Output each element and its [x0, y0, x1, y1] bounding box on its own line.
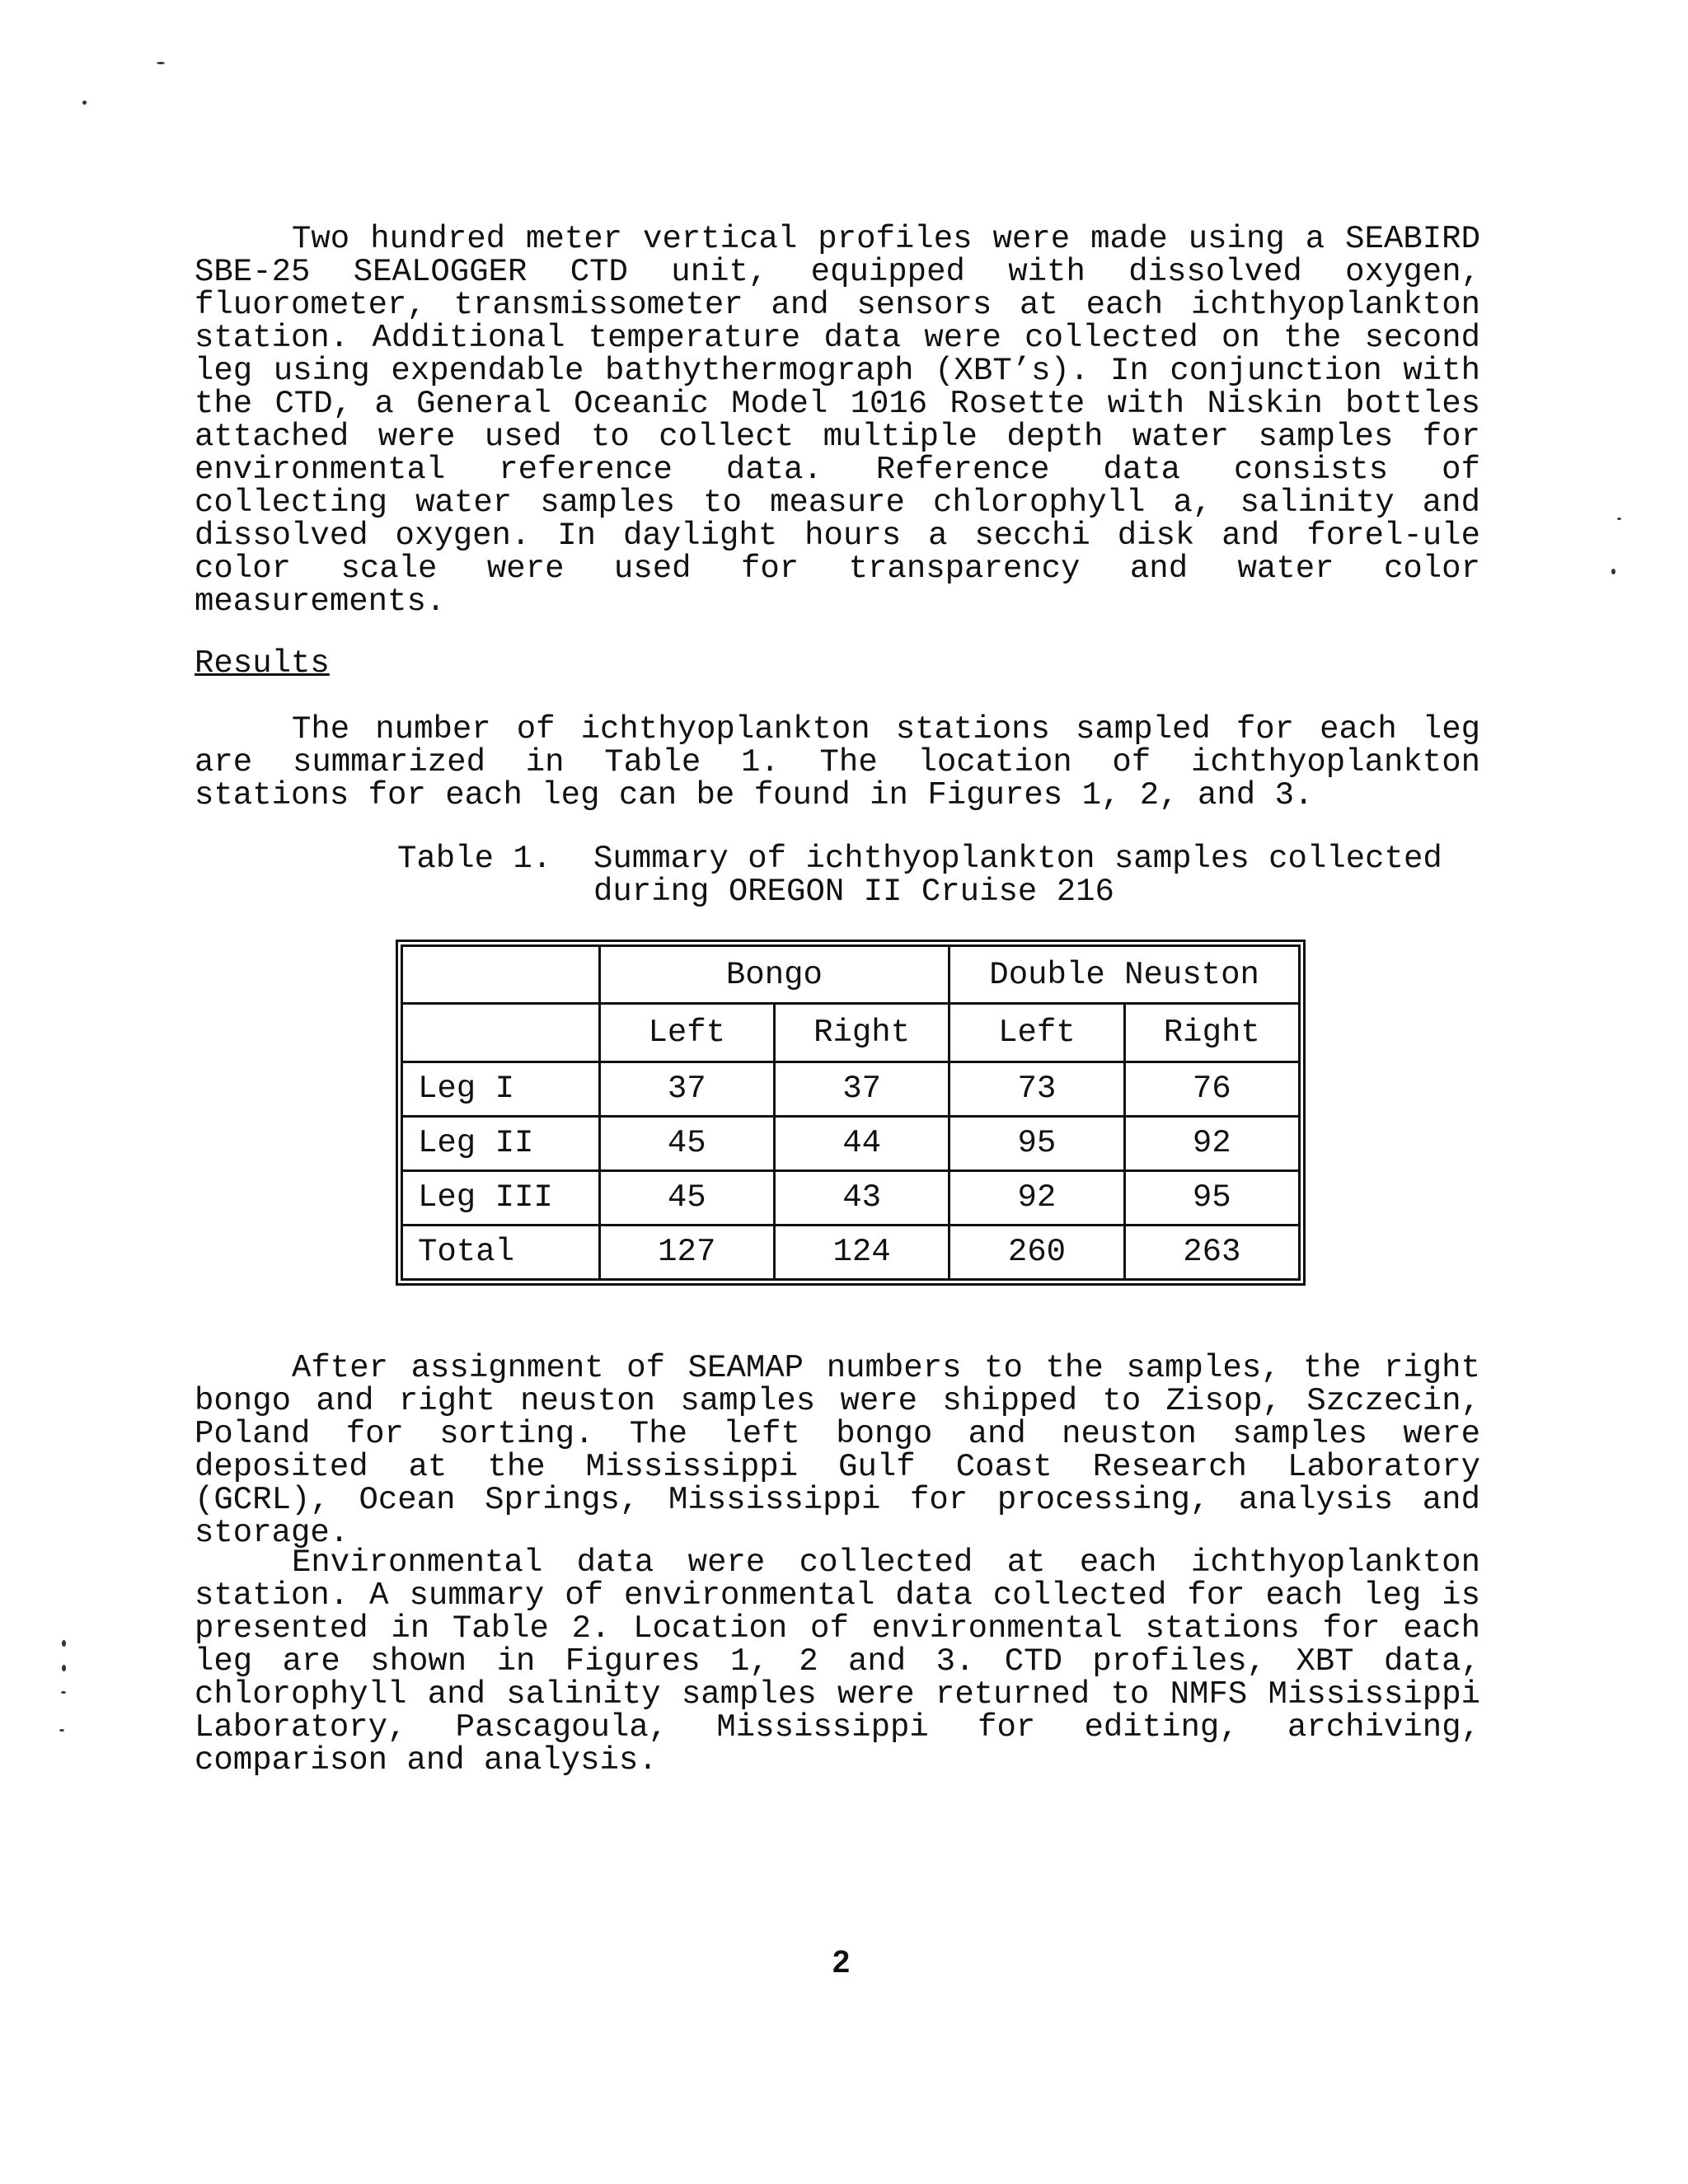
table-corner-cell — [402, 1004, 600, 1062]
table-cell: 124 — [774, 1225, 949, 1279]
ichthyoplankton-table — [401, 944, 1301, 1281]
table-cell: 45 — [599, 1170, 774, 1225]
row-label: Total — [402, 1225, 600, 1279]
scan-speck — [82, 101, 87, 105]
row-label: Leg III — [402, 1170, 600, 1225]
scan-speck — [1611, 569, 1615, 574]
group-header-double-neuston: Double Neuston — [950, 946, 1300, 1004]
table-cell: 44 — [774, 1116, 949, 1170]
table-caption-text: Summary of ichthyoplankton samples collected during OREGON II Cruise 216 — [593, 841, 1442, 910]
subheader-bongo-left: Left — [599, 1004, 774, 1062]
table-cell: 37 — [774, 1062, 949, 1116]
table-cell: 43 — [774, 1170, 949, 1225]
paragraph-environmental-data-text: Environmental data were collected at each ichthyoplankton station. A summary of environmental data collected for each leg is presented in Table 2. Location of environmental stations for each leg are shown in Figures 1, 2 and 3. CTD profiles, XBT data, chlorophyll and salinity samples were returned to NMFS Mississippi Laboratory, Pascagoula, Mississippi for editing, archiving, comparison and analysis. — [195, 1544, 1480, 1779]
table-row-total — [402, 1225, 1300, 1279]
row-label: Leg I — [402, 1062, 600, 1116]
scan-speck — [59, 1729, 64, 1732]
table-cell: 37 — [599, 1062, 774, 1116]
table-corner-cell — [402, 946, 600, 1004]
paragraph-ctd-profiles — [195, 223, 1480, 618]
paragraph-station-summary-text: The number of ichthyoplankton stations sampled for each leg are summarized in Table 1. The location of ichthyoplankton stations for each leg can be found in Figures 1, 2, and 3. — [195, 711, 1480, 813]
table-row — [402, 1170, 1300, 1225]
table-frame — [396, 940, 1306, 1286]
group-header-bongo: Bongo — [599, 946, 950, 1004]
paragraph-station-summary — [195, 713, 1480, 812]
table-subheader-row — [402, 1004, 1300, 1062]
paragraph-environmental-data — [195, 1546, 1480, 1777]
table-cell: 92 — [1124, 1116, 1299, 1170]
table-cell: 73 — [950, 1062, 1124, 1116]
table-cell: 127 — [599, 1225, 774, 1279]
table-cell: 263 — [1124, 1225, 1299, 1279]
scan-speck — [157, 62, 165, 64]
subheader-bongo-right: Right — [774, 1004, 949, 1062]
scan-speck — [62, 1640, 66, 1647]
table-cell: 45 — [599, 1116, 774, 1170]
page-number: 2 — [832, 1945, 851, 1980]
table-group-header-row — [402, 946, 1300, 1004]
scan-speck — [1617, 518, 1621, 520]
table-cell: 95 — [1124, 1170, 1299, 1225]
row-label: Leg II — [402, 1116, 600, 1170]
scan-speck — [61, 1691, 66, 1694]
paragraph-sample-shipping — [195, 1352, 1480, 1549]
table-cell: 92 — [950, 1170, 1124, 1225]
paragraph-ctd-profiles-text: Two hundred meter vertical profiles were made using a SEABIRD SBE-25 SEALOGGER CTD unit, equipped with dissolved oxygen, fluorometer, transmissometer and sensors at each ichthyoplankton station. Additional temperature data were collected on the second leg using expendable bathythermograph (XBT’s). In conjunction with the CTD, a General Oceanic Model 1016 Rosette with Niskin bottles attached were used to collect multiple depth water samples for environmental reference data. Reference data consists of collecting water samples to measure chlorophyll a, salinity and dissolved oxygen. In daylight hours a secchi disk and forel-ule color scale were used for transparency and water color measurements. — [195, 221, 1480, 620]
subheader-neuston-right: Right — [1124, 1004, 1299, 1062]
results-heading: Results — [195, 645, 330, 682]
table-cell: 95 — [950, 1116, 1124, 1170]
paragraph-sample-shipping-text: After assignment of SEAMAP numbers to the samples, the right bongo and right neuston samples were shipped to Zisop, Szczecin, Poland for sorting. The left bongo and neuston samples were deposited at the Mississippi Gulf Coast Research Laboratory (GCRL), Ocean Springs, Mississippi for processing, analysis and storage. — [195, 1350, 1480, 1551]
table-label: Table 1. — [397, 841, 552, 877]
table-cell: 76 — [1124, 1062, 1299, 1116]
subheader-neuston-left: Left — [950, 1004, 1124, 1062]
table-row — [402, 1116, 1300, 1170]
table-cell: 260 — [950, 1225, 1124, 1279]
table-caption — [397, 842, 1484, 908]
table-row — [402, 1062, 1300, 1116]
scan-speck — [62, 1665, 66, 1671]
